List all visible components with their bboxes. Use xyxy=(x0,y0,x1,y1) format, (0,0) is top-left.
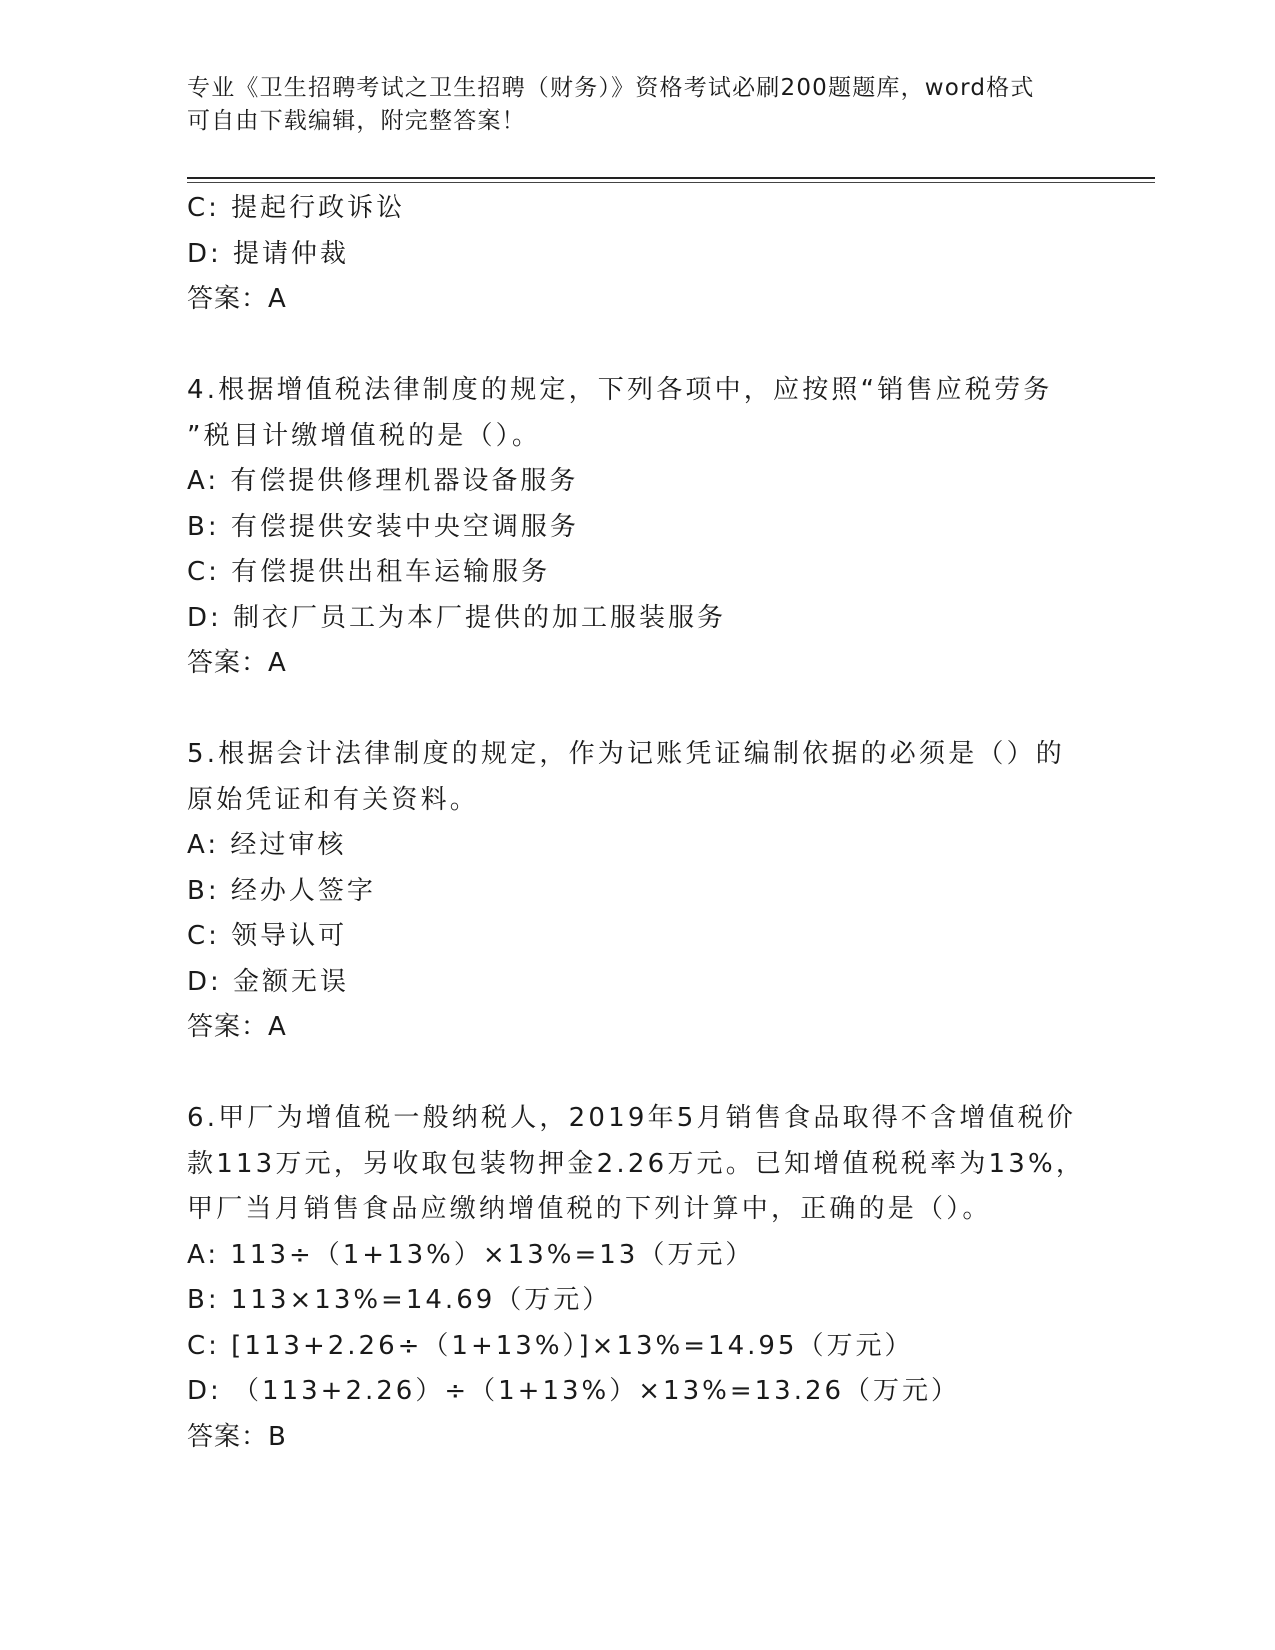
option-c: C: [113+2.26÷（1+13%）]×13%=14.95（万元） xyxy=(187,1330,914,1361)
spacer xyxy=(187,687,1087,733)
option-a: A: 有偿提供修理机器设备服务 xyxy=(187,466,579,496)
question-text-line: 原始凭证和有关资料。 xyxy=(187,784,480,815)
answer-line: 答案：A xyxy=(187,284,287,314)
option-d: D: 制衣厂员工为本厂提供的加工服装服务 xyxy=(187,602,727,633)
spacer xyxy=(187,323,1087,369)
question-text-line: 4.根据增值税法律制度的规定，下列各项中，应按照“销售应税劳务 xyxy=(187,375,1053,405)
option-b: B: 经办人签字 xyxy=(187,875,376,906)
question-3-tail xyxy=(187,186,1087,323)
option-d: D: 提请仲裁 xyxy=(187,238,350,269)
question-5 xyxy=(187,732,1087,1051)
question-6 xyxy=(187,1096,1087,1460)
question-text-line: 6.甲厂为增值税一般纳税人，2019年5月销售食品取得不含增值税价 xyxy=(187,1103,1077,1133)
spacer xyxy=(187,1051,1087,1097)
option-c: C: 领导认可 xyxy=(187,921,348,951)
option-a: A: 经过审核 xyxy=(187,830,347,860)
option-a: A: 113÷（1+13%）×13%=13（万元） xyxy=(187,1239,755,1270)
answer-line: 答案：A xyxy=(187,1012,287,1042)
header-divider-thick xyxy=(187,177,1155,179)
option-b: B: 113×13%=14.69（万元） xyxy=(187,1285,612,1315)
question-list xyxy=(187,186,1087,1460)
question-text-line: 甲厂当月销售食品应缴纳增值税的下列计算中，正确的是（）。 xyxy=(187,1194,992,1224)
option-c: C: 有偿提供出租车运输服务 xyxy=(187,557,551,587)
option-d: D: 金额无误 xyxy=(187,966,350,997)
answer-line: 答案：A xyxy=(187,648,287,678)
question-4 xyxy=(187,368,1087,687)
option-c: C: 提起行政诉讼 xyxy=(187,193,406,223)
question-text-line: 款113万元，另收取包装物押金2.26万元。已知增值税税率为13%， xyxy=(187,1148,1086,1179)
header-line-2: 可自由下载编辑，附完整答案！ xyxy=(187,108,526,134)
option-b: B: 有偿提供安装中央空调服务 xyxy=(187,511,579,542)
option-d: D: （113+2.26）÷（1+13%）×13%=13.26（万元） xyxy=(187,1376,961,1406)
header-divider-thin xyxy=(187,182,1155,183)
question-text-line: ”税目计缴增值税的是（）。 xyxy=(187,420,542,451)
document-header xyxy=(187,72,1067,138)
header-line-1: 专业《卫生招聘考试之卫生招聘（财务）》资格考试必刷200题题库，word格式 xyxy=(187,75,1035,101)
question-text-line: 5.根据会计法律制度的规定，作为记账凭证编制依据的必须是（）的 xyxy=(187,739,1066,769)
answer-line: 答案：B xyxy=(187,1421,287,1452)
